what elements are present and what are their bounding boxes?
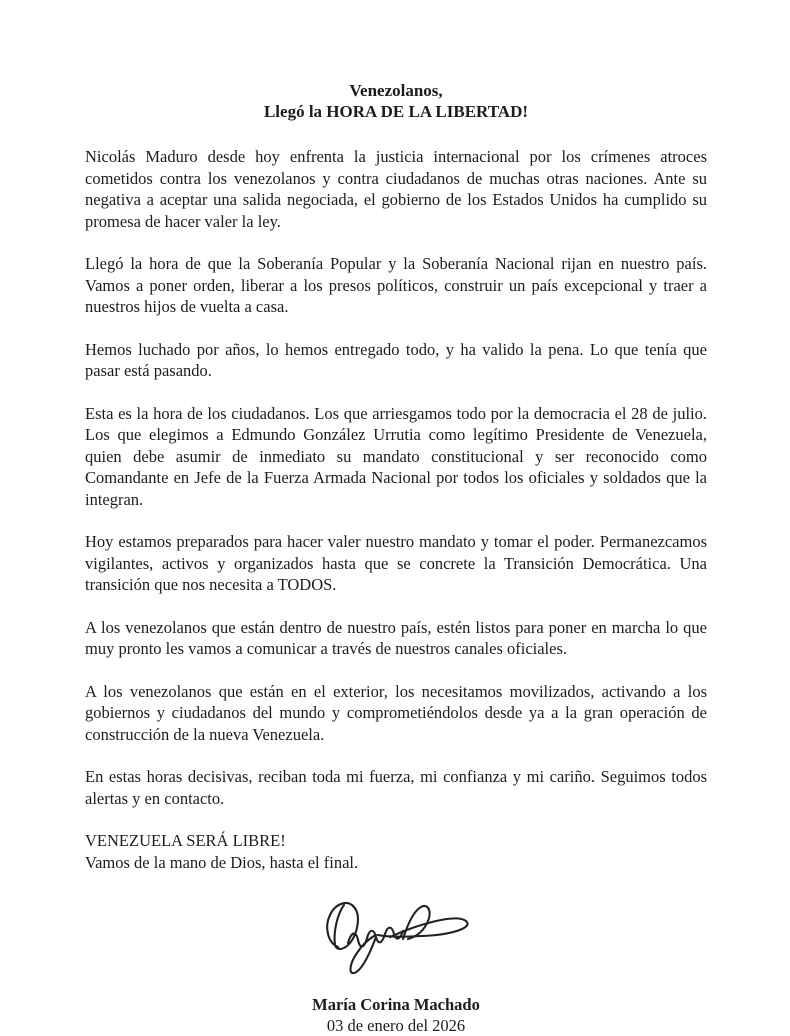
letter-paragraph: Llegó la hora de que la Soberanía Popular y la Soberanía Nacional rijan en nuestro país. Vamos a poner orden, liberar a los presos políticos, construir un país excepcional y traer a nuestros hijos de vuelta a casa. — [85, 254, 707, 316]
letter-paragraph: Esta es la hora de los ciudadanos. Los que arriesgamos todo por la democracia el 28 de julio. Los que elegimos a Edmundo González Urrutia como legítimo Presidente de Venezuela, quien debe asumir de inmediato su mandato constitucional y ser reconocido como Comandante en Jefe de la Fuerza Armada Nacional por todos los oficiales y soldados que la integran. — [85, 403, 707, 509]
closing-line2: Vamos de la mano de Dios, hasta el final. — [85, 852, 359, 872]
signature-name: María Corina Machado — [312, 995, 480, 1014]
closing-line1: VENEZUELA SERÁ LIBRE! — [85, 831, 286, 850]
signoff-block — [85, 994, 707, 1036]
signature-date: 03 de enero del 2026 — [326, 1016, 466, 1035]
letter-closing — [85, 830, 707, 873]
letter-paragraph: A los venezolanos que están dentro de nuestro país, estén listos para poner en marcha lo que muy pronto les vamos a comunicar a través de nuestros canales oficiales. — [85, 617, 707, 658]
letter-paragraph: Hemos luchado por años, lo hemos entregado todo, y ha valido la pena. Lo que tenía que pasar está pasando. — [85, 339, 707, 380]
letter-title — [85, 80, 707, 122]
letter-paragraph: A los venezolanos que están en el exterior, los necesitamos movilizados, activando a los gobiernos y ciudadanos del mundo y comprometiéndolos desde ya a la gran operación de construcción de la nueva Venezuela. — [85, 681, 707, 744]
letter-paragraph: En estas horas decisivas, reciban toda mi fuerza, mi confianza y mi cariño. Seguimos todos alertas y en contacto. — [85, 767, 707, 808]
letter-paragraph: Hoy estamos preparados para hacer valer nuestro mandato y tomar el poder. Permanezcamos vigilantes, activos y organizados hasta que se concrete la Transición Democrática. Una transición que nos necesita a TODOS. — [85, 532, 707, 594]
letter-paragraph: Nicolás Maduro desde hoy enfrenta la justicia internacional por los crímenes atroces cometidos contra los venezolanos y contra ciudadanos de muchas otras naciones. Ante su negativa a aceptar una salida negociada, el gobierno de los Estados Unidos ha cumplido su promesa de hacer valer la ley. — [85, 147, 707, 231]
letter-body — [85, 146, 707, 809]
signature-block — [85, 887, 707, 984]
handwritten-signature-icon — [304, 887, 489, 979]
letter-title-line1: Venezolanos, — [349, 81, 443, 100]
letter-title-line2: Llegó la HORA DE LA LIBERTAD! — [263, 102, 529, 121]
letter-page — [85, 80, 707, 1036]
